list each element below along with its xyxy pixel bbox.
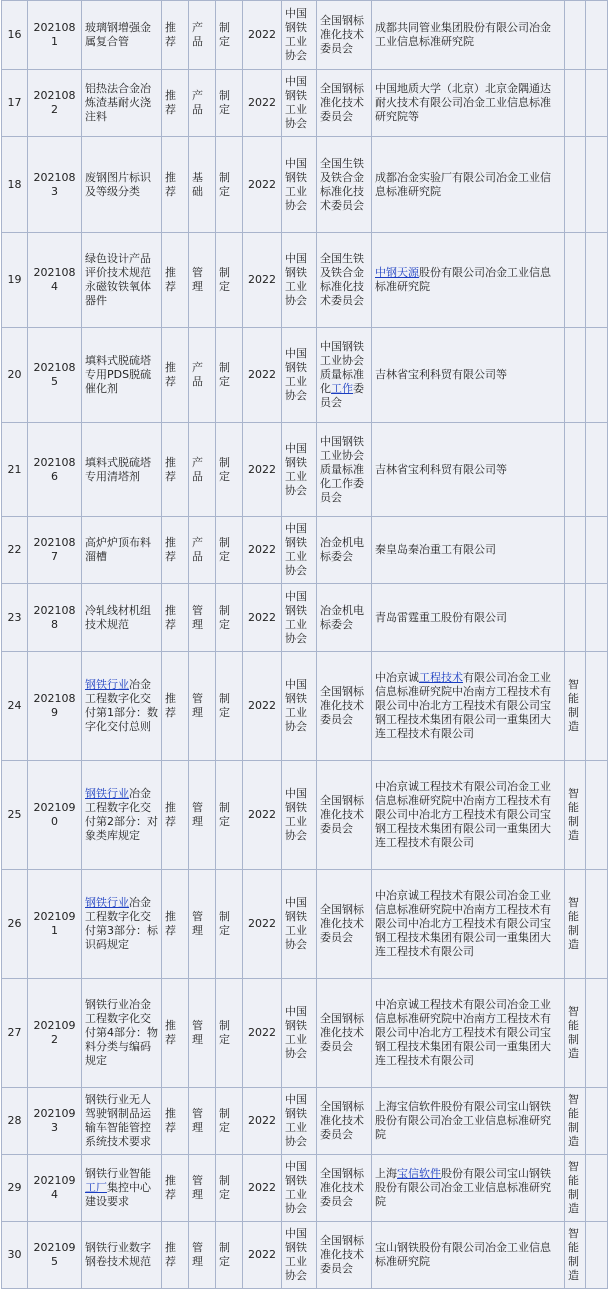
- cell-nature: 推荐: [162, 761, 189, 870]
- cell-revision-type: 制定: [216, 584, 243, 652]
- cell-nature: 推荐: [162, 70, 189, 137]
- text-segment: 冷轧线材机组技术规范: [85, 603, 151, 631]
- cell-standard-name: [82, 233, 162, 328]
- cell-completion-year: 2022: [243, 1088, 282, 1155]
- cell-drafting-units: [372, 1155, 565, 1222]
- cell-category: 管理: [189, 761, 216, 870]
- cell-category: 管理: [189, 1088, 216, 1155]
- cell-revision-type: 制定: [216, 1222, 243, 1289]
- text-segment: 钢铁行业智能: [85, 1167, 151, 1180]
- text-segment: 填料式脱硫塔专用清塔剂: [85, 455, 151, 483]
- table-row: [2, 979, 608, 1088]
- text-segment: 铝热法合金冶炼渣基耐火浇注料: [85, 82, 151, 123]
- cell-category: 管理: [189, 870, 216, 979]
- cell-drafting-units: [372, 584, 565, 652]
- cell-category: 基础: [189, 137, 216, 233]
- cell-completion-year: 2022: [243, 517, 282, 584]
- cell-empty: [586, 652, 608, 761]
- text-segment: 上海: [375, 1167, 397, 1180]
- cell-revision-type: 制定: [216, 517, 243, 584]
- cell-proposer: 中国钢铁工业协会: [282, 1, 317, 70]
- cell-project-code: 2021081: [28, 1, 82, 70]
- cell-drafting-units: [372, 328, 565, 423]
- table-row: [2, 584, 608, 652]
- table-row: [2, 70, 608, 137]
- inline-link[interactable]: 工程技术: [419, 671, 463, 684]
- cell-field: 智能制造: [565, 1155, 586, 1222]
- cell-committee: 全国钢标准化技术委员会: [317, 1088, 372, 1155]
- cell-committee: 冶金机电标委会: [317, 584, 372, 652]
- table-row: [2, 1088, 608, 1155]
- cell-category: 产品: [189, 328, 216, 423]
- cell-category: 管理: [189, 979, 216, 1088]
- cell-committee: 全国钢标准化技术委员会: [317, 870, 372, 979]
- cell-field: [565, 328, 586, 423]
- table-row: [2, 652, 608, 761]
- cell-serial-number: 18: [2, 137, 28, 233]
- cell-drafting-units: [372, 1, 565, 70]
- cell-category: 管理: [189, 652, 216, 761]
- cell-field: 智能制造: [565, 979, 586, 1088]
- cell-committee: 冶金机电标委会: [317, 517, 372, 584]
- cell-revision-type: 制定: [216, 233, 243, 328]
- cell-drafting-units: [372, 652, 565, 761]
- cell-proposer: 中国钢铁工业协会: [282, 1222, 317, 1289]
- text-segment: 成都共同管业集团股份有限公司冶金工业信息标准研究院: [375, 21, 551, 48]
- cell-empty: [586, 233, 608, 328]
- cell-standard-name: [82, 870, 162, 979]
- cell-completion-year: 2022: [243, 1, 282, 70]
- cell-drafting-units: [372, 137, 565, 233]
- cell-project-code: 2021085: [28, 328, 82, 423]
- cell-standard-name: [82, 1155, 162, 1222]
- text-segment: 中冶京诚工程技术有限公司冶金工业信息标准研究院中冶南方工程技术有限公司中冶北方工程技术有限公司宝钢工程技术集团有限公司一重集团大连工程技术有限公司: [375, 889, 551, 958]
- cell-committee: 全国生铁及铁合金标准化技术委员会: [317, 137, 372, 233]
- cell-serial-number: 17: [2, 70, 28, 137]
- table-row: [2, 1155, 608, 1222]
- cell-standard-name: [82, 652, 162, 761]
- table-row: [2, 137, 608, 233]
- text-segment: 钢铁行业冶金工程数字化交付第4部分：物料分类与编码规定: [85, 998, 158, 1067]
- table-row: [2, 1, 608, 70]
- cell-completion-year: 2022: [243, 761, 282, 870]
- cell-completion-year: 2022: [243, 584, 282, 652]
- cell-proposer: 中国钢铁工业协会: [282, 979, 317, 1088]
- cell-field: 智能制造: [565, 870, 586, 979]
- cell-project-code: 2021087: [28, 517, 82, 584]
- cell-project-code: 2021095: [28, 1222, 82, 1289]
- cell-completion-year: 2022: [243, 870, 282, 979]
- inline-link[interactable]: 工厂: [85, 1181, 107, 1194]
- cell-drafting-units: [372, 1222, 565, 1289]
- cell-project-code: 2021090: [28, 761, 82, 870]
- text-segment: 中冶京诚: [375, 671, 419, 684]
- cell-empty: [586, 1088, 608, 1155]
- cell-empty: [586, 328, 608, 423]
- cell-proposer: 中国钢铁工业协会: [282, 652, 317, 761]
- cell-empty: [586, 584, 608, 652]
- cell-completion-year: 2022: [243, 652, 282, 761]
- cell-revision-type: 制定: [216, 1155, 243, 1222]
- inline-link[interactable]: 钢铁行业: [85, 896, 129, 909]
- cell-proposer: 中国钢铁工业协会: [282, 1088, 317, 1155]
- cell-project-code: 2021092: [28, 979, 82, 1088]
- cell-revision-type: 制定: [216, 70, 243, 137]
- cell-revision-type: 制定: [216, 761, 243, 870]
- cell-committee: 全国钢标准化技术委员会: [317, 761, 372, 870]
- cell-category: 管理: [189, 233, 216, 328]
- cell-drafting-units: [372, 517, 565, 584]
- cell-category: 管理: [189, 1155, 216, 1222]
- text-segment: 成都冶金实验厂有限公司冶金工业信息标准研究院: [375, 170, 551, 198]
- inline-link[interactable]: 钢铁行业: [85, 787, 129, 800]
- cell-serial-number: 28: [2, 1088, 28, 1155]
- cell-standard-name: [82, 761, 162, 870]
- text-segment: 中冶京诚工程技术有限公司冶金工业信息标准研究院中冶南方工程技术有限公司中冶北方工程技术有限公司宝钢工程技术集团有限公司一重集团大连工程技术有限公司: [375, 780, 551, 849]
- cell-empty: [586, 137, 608, 233]
- cell-standard-name: [82, 137, 162, 233]
- cell-revision-type: 制定: [216, 423, 243, 517]
- cell-nature: 推荐: [162, 979, 189, 1088]
- cell-project-code: 2021094: [28, 1155, 82, 1222]
- cell-serial-number: 29: [2, 1155, 28, 1222]
- cell-nature: 推荐: [162, 584, 189, 652]
- table-row: [2, 423, 608, 517]
- cell-drafting-units: [372, 761, 565, 870]
- cell-proposer: 中国钢铁工业协会: [282, 584, 317, 652]
- text-segment: 上海宝信软件股份有限公司宝山钢铁股份有限公司冶金工业信息标准研究院: [375, 1100, 551, 1141]
- cell-standard-name: [82, 423, 162, 517]
- cell-revision-type: 制定: [216, 652, 243, 761]
- cell-empty: [586, 979, 608, 1088]
- cell-committee: 中国钢铁工业协会质量标准化工作委员会: [317, 423, 372, 517]
- cell-proposer: 中国钢铁工业协会: [282, 233, 317, 328]
- cell-proposer: 中国钢铁工业协会: [282, 70, 317, 137]
- cell-project-code: 2021084: [28, 233, 82, 328]
- cell-serial-number: 30: [2, 1222, 28, 1289]
- cell-nature: 推荐: [162, 1088, 189, 1155]
- cell-project-code: 2021089: [28, 652, 82, 761]
- cell-nature: 推荐: [162, 870, 189, 979]
- cell-committee: 全国钢标准化技术委员会: [317, 1, 372, 70]
- table-row: [2, 761, 608, 870]
- cell-serial-number: 21: [2, 423, 28, 517]
- table-body: [2, 1, 608, 1289]
- text-segment: 吉林省宝利科贸有限公司等: [375, 368, 507, 381]
- cell-field: [565, 584, 586, 652]
- cell-revision-type: 制定: [216, 1, 243, 70]
- cell-nature: 推荐: [162, 1155, 189, 1222]
- cell-category: 产品: [189, 70, 216, 137]
- cell-nature: 推荐: [162, 328, 189, 423]
- cell-standard-name: [82, 1088, 162, 1155]
- cell-empty: [586, 870, 608, 979]
- cell-empty: [586, 1, 608, 70]
- cell-serial-number: 16: [2, 1, 28, 70]
- cell-empty: [586, 70, 608, 137]
- cell-nature: 推荐: [162, 137, 189, 233]
- cell-revision-type: 制定: [216, 979, 243, 1088]
- cell-standard-name: [82, 328, 162, 423]
- cell-completion-year: 2022: [243, 1155, 282, 1222]
- cell-field: 智能制造: [565, 1088, 586, 1155]
- cell-field: [565, 137, 586, 233]
- cell-completion-year: 2022: [243, 70, 282, 137]
- cell-drafting-units: [372, 870, 565, 979]
- cell-committee: 全国钢标准化技术委员会: [317, 1222, 372, 1289]
- cell-project-code: 2021093: [28, 1088, 82, 1155]
- cell-category: 产品: [189, 517, 216, 584]
- standards-table: [1, 0, 608, 1289]
- cell-project-code: 2021091: [28, 870, 82, 979]
- cell-revision-type: 制定: [216, 1088, 243, 1155]
- text-segment: 秦皇岛秦冶重工有限公司: [375, 543, 496, 556]
- cell-completion-year: 2022: [243, 1222, 282, 1289]
- text-segment: 钢铁行业数字钢卷技术规范: [85, 1241, 151, 1268]
- cell-standard-name: [82, 1, 162, 70]
- cell-empty: [586, 1155, 608, 1222]
- cell-proposer: 中国钢铁工业协会: [282, 1155, 317, 1222]
- cell-committee: 全国钢标准化技术委员会: [317, 70, 372, 137]
- cell-revision-type: 制定: [216, 328, 243, 423]
- table-row: [2, 328, 608, 423]
- table-row: [2, 870, 608, 979]
- text-segment: 冶金工程数字化交付第2部分：对象类库规定: [85, 787, 158, 842]
- cell-serial-number: 25: [2, 761, 28, 870]
- cell-proposer: 中国钢铁工业协会: [282, 137, 317, 233]
- cell-committee: [317, 328, 372, 423]
- table-row: [2, 517, 608, 584]
- cell-empty: [586, 423, 608, 517]
- cell-drafting-units: [372, 423, 565, 517]
- text-segment: 中国钢铁工业协会质量标准化: [320, 340, 364, 395]
- cell-project-code: 2021088: [28, 584, 82, 652]
- cell-serial-number: 23: [2, 584, 28, 652]
- cell-empty: [586, 761, 608, 870]
- cell-committee: 全国生铁及铁合金标准化技术委员会: [317, 233, 372, 328]
- cell-standard-name: [82, 70, 162, 137]
- text-segment: 有限公司冶金工业信息标准研究院中冶南方工程技术有限公司中冶北方工程技术有限公司宝钢工程技术集团有限公司一重集团大连工程技术有限公司: [375, 671, 551, 740]
- cell-serial-number: 24: [2, 652, 28, 761]
- cell-revision-type: 制定: [216, 870, 243, 979]
- cell-category: 产品: [189, 423, 216, 517]
- cell-category: 管理: [189, 1222, 216, 1289]
- cell-category: 管理: [189, 584, 216, 652]
- cell-empty: [586, 1222, 608, 1289]
- inline-link[interactable]: 钢铁行业: [85, 678, 129, 691]
- cell-standard-name: [82, 1222, 162, 1289]
- cell-field: [565, 70, 586, 137]
- cell-committee: 全国钢标准化技术委员会: [317, 652, 372, 761]
- cell-field: [565, 1, 586, 70]
- inline-link[interactable]: 中钢天源: [375, 266, 419, 279]
- text-segment: 废钢图片标识及等级分类: [85, 170, 151, 198]
- inline-link[interactable]: 工作: [331, 382, 353, 395]
- cell-field: [565, 517, 586, 584]
- cell-nature: 推荐: [162, 652, 189, 761]
- text-segment: 钢铁行业无人驾驶钢制品运输车智能管控系统技术要求: [85, 1093, 151, 1148]
- cell-serial-number: 26: [2, 870, 28, 979]
- text-segment: 冶金工程数字化交付第1部分：数字化交付总则: [85, 678, 158, 733]
- cell-nature: 推荐: [162, 517, 189, 584]
- cell-completion-year: 2022: [243, 423, 282, 517]
- cell-nature: 推荐: [162, 1, 189, 70]
- text-segment: 集控中心建设要求: [85, 1181, 151, 1208]
- text-segment: 委员会: [320, 382, 364, 409]
- text-segment: 冶金工程数字化交付第3部分：标识码规定: [85, 896, 158, 951]
- cell-committee: 全国钢标准化技术委员会: [317, 979, 372, 1088]
- text-segment: 宝山钢铁股份有限公司冶金工业信息标准研究院: [375, 1241, 551, 1268]
- cell-standard-name: [82, 517, 162, 584]
- cell-serial-number: 27: [2, 979, 28, 1088]
- cell-drafting-units: [372, 70, 565, 137]
- cell-standard-name: [82, 979, 162, 1088]
- cell-field: 智能制造: [565, 761, 586, 870]
- text-segment: 玻璃钢增强金属复合管: [85, 21, 151, 48]
- cell-drafting-units: [372, 979, 565, 1088]
- text-segment: 中国地质大学（北京）北京金隅通达耐火技术有限公司冶金工业信息标准研究院等: [375, 82, 551, 123]
- cell-field: [565, 233, 586, 328]
- text-segment: 填料式脱硫塔专用PDS脱硫催化剂: [85, 354, 152, 395]
- cell-category: 产品: [189, 1, 216, 70]
- cell-completion-year: 2022: [243, 233, 282, 328]
- text-segment: 绿色设计产品评价技术规范永磁钕铁氧体器件: [85, 252, 151, 307]
- cell-proposer: 中国钢铁工业协会: [282, 870, 317, 979]
- inline-link[interactable]: 宝信软件: [397, 1167, 441, 1180]
- cell-completion-year: 2022: [243, 328, 282, 423]
- cell-project-code: 2021086: [28, 423, 82, 517]
- cell-field: 智能制造: [565, 652, 586, 761]
- table-row: [2, 1222, 608, 1289]
- cell-standard-name: [82, 584, 162, 652]
- cell-serial-number: 19: [2, 233, 28, 328]
- cell-field: 智能制造: [565, 1222, 586, 1289]
- text-segment: 青岛雷霆重工股份有限公司: [375, 610, 507, 624]
- cell-proposer: 中国钢铁工业协会: [282, 328, 317, 423]
- cell-completion-year: 2022: [243, 979, 282, 1088]
- bottom-edge: [0, 1289, 609, 1295]
- text-segment: 吉林省宝利科贸有限公司等: [375, 462, 507, 476]
- cell-proposer: 中国钢铁工业协会: [282, 423, 317, 517]
- cell-empty: [586, 517, 608, 584]
- cell-committee: 全国钢标准化技术委员会: [317, 1155, 372, 1222]
- cell-drafting-units: [372, 233, 565, 328]
- text-segment: 中冶京诚工程技术有限公司冶金工业信息标准研究院中冶南方工程技术有限公司中冶北方工程技术有限公司宝钢工程技术集团有限公司一重集团大连工程技术有限公司: [375, 998, 551, 1067]
- cell-proposer: 中国钢铁工业协会: [282, 517, 317, 584]
- cell-proposer: 中国钢铁工业协会: [282, 761, 317, 870]
- cell-drafting-units: [372, 1088, 565, 1155]
- cell-nature: 推荐: [162, 423, 189, 517]
- text-segment: 股份有限公司冶金工业信息标准研究院: [375, 266, 551, 293]
- cell-completion-year: 2022: [243, 137, 282, 233]
- cell-nature: 推荐: [162, 1222, 189, 1289]
- text-segment: 高炉炉顶布料溜槽: [85, 536, 151, 563]
- cell-project-code: 2021082: [28, 70, 82, 137]
- cell-nature: 推荐: [162, 233, 189, 328]
- text-segment: 股份有限公司宝山钢铁股份有限公司冶金工业信息标准研究院: [375, 1167, 551, 1208]
- table-row: [2, 233, 608, 328]
- cell-field: [565, 423, 586, 517]
- cell-project-code: 2021083: [28, 137, 82, 233]
- cell-serial-number: 22: [2, 517, 28, 584]
- cell-revision-type: 制定: [216, 137, 243, 233]
- cell-serial-number: 20: [2, 328, 28, 423]
